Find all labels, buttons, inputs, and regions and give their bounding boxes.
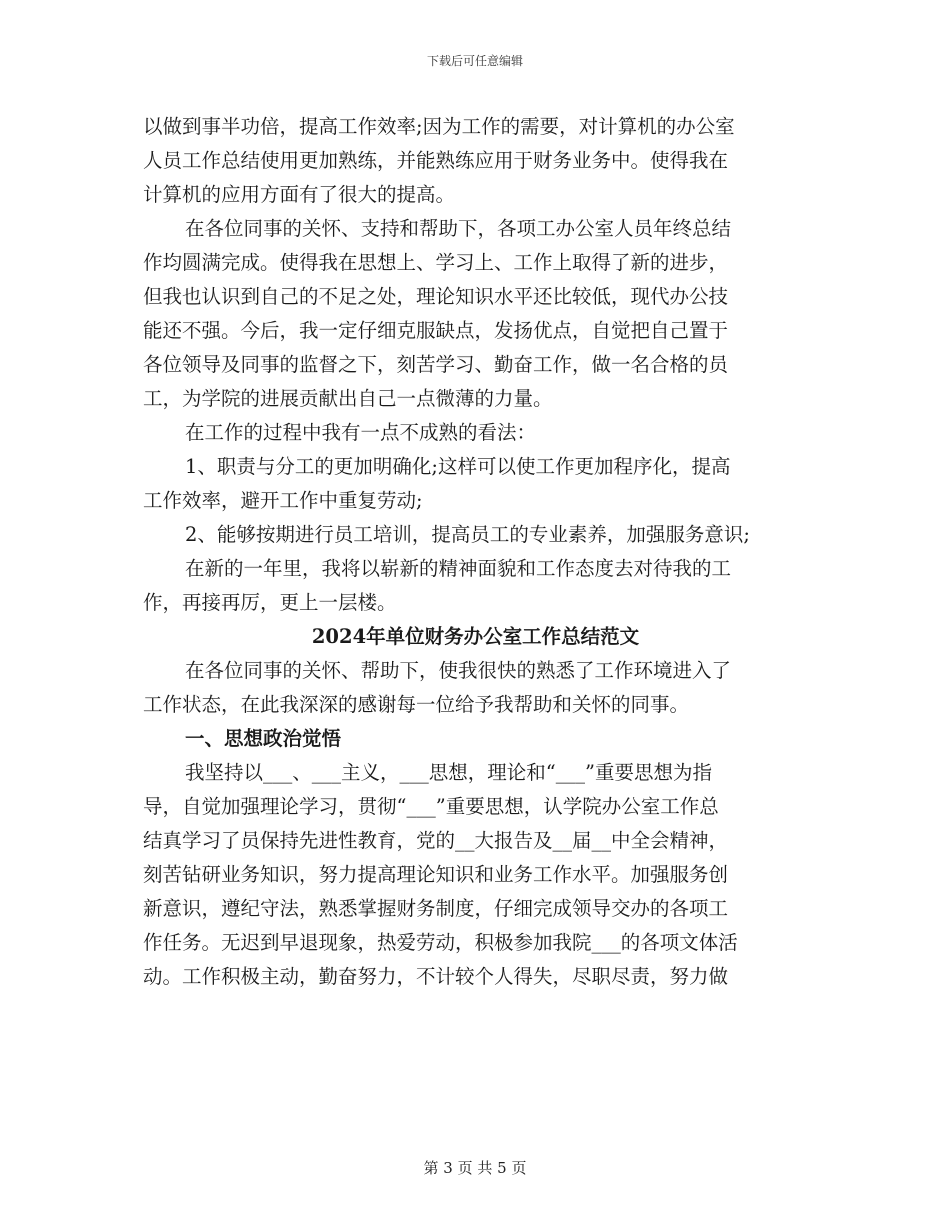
text-line: 工，为学院的进展贡献出自己一点微薄的力量。 — [143, 387, 553, 410]
text-line: 各位领导及同事的监督之下，刻苦学习、勤奋工作，做一名合格的员 — [143, 353, 729, 376]
text-line: 1、职责与分工的更加明确化;这样可以使工作更加程序化，提高 — [185, 455, 731, 478]
section-heading: 一、思想政治觉悟 — [185, 727, 342, 750]
text-line: 作均圆满完成。使得我在思想上、学习上、工作上取得了新的进步， — [143, 251, 729, 274]
text-line: 以做到事半功倍，提高工作效率;因为工作的需要，对计算机的办公室 — [143, 115, 735, 138]
text-line: 我坚持以___、___主义，___思想，理论和“___”重要思想为指 — [185, 761, 712, 784]
text-line: 在新的一年里，我将以崭新的精神面貌和工作态度去对待我的工 — [185, 557, 732, 580]
text-line: 新意识，遵纪守法，熟悉掌握财务制度，仔细完成领导交办的各项工 — [143, 897, 729, 920]
page-number: 第 3 页 共 5 页 — [423, 1159, 527, 1177]
section-title: 2024年单位财务办公室工作总结范文 — [311, 625, 640, 648]
text-line: 工作效率，避开工作中重复劳动; — [143, 489, 423, 512]
text-line: 在工作的过程中我有一点不成熟的看法： — [185, 421, 537, 444]
page-header: 下载后可任意编辑 — [426, 54, 523, 68]
document-body — [143, 110, 808, 994]
text-line: 但我也认识到自己的不足之处，理论知识水平还比较低，现代办公技 — [143, 285, 729, 308]
text-line: 2、能够按期进行员工培训，提高员工的专业素养，加强服务意识; — [185, 523, 750, 546]
text-line: 计算机的应用方面有了很大的提高。 — [143, 183, 456, 206]
text-line: 工作状态，在此我深深的感谢每一位给予我帮助和关怀的同事。 — [143, 693, 690, 716]
text-line: 人员工作总结使用更加熟练，并能熟练应用于财务业务中。使得我在 — [143, 149, 729, 172]
text-line: 能还不强。今后，我一定仔细克服缺点，发扬优点，自觉把自己置于 — [143, 319, 729, 342]
text-line: 刻苦钻研业务知识，努力提高理论知识和业务工作水平。加强服务创 — [143, 863, 729, 886]
text-line: 结真学习了员保持先进性教育，党的__大报告及__届__中全会精神， — [143, 829, 729, 852]
text-line: 动。工作积极主动，勤奋努力，不计较个人得失，尽职尽责，努力做 — [143, 965, 729, 988]
text-line: 在各位同事的关怀、支持和帮助下，各项工办公室人员年终总结 — [185, 217, 732, 240]
text-line: 导，自觉加强理论学习，贯彻“___”重要思想，认学院办公室工作总 — [143, 795, 719, 818]
text-line: 在各位同事的关怀、帮助下，使我很快的熟悉了工作环境进入了 — [185, 659, 732, 682]
text-line: 作，再接再厉，更上一层楼。 — [143, 591, 397, 614]
text-line: 作任务。无迟到早退现象，热爱劳动，积极参加我院___的各项文体活 — [143, 931, 738, 954]
